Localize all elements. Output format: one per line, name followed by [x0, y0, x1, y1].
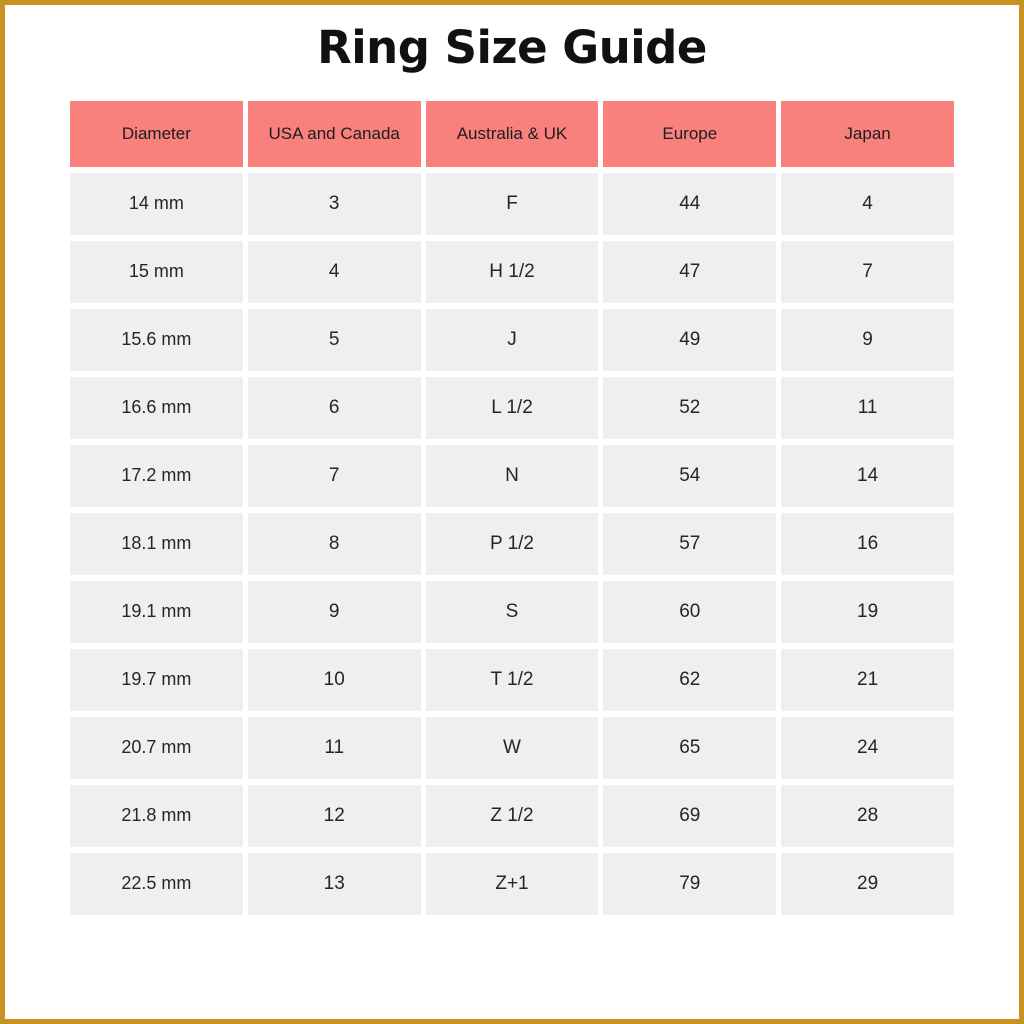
cell-usa-canada: 8 — [248, 513, 421, 575]
cell-usa-canada: 3 — [248, 173, 421, 235]
table-row — [70, 649, 954, 711]
cell-japan: 11 — [781, 377, 954, 439]
cell-diameter: 17.2 mm — [70, 445, 243, 507]
cell-japan: 21 — [781, 649, 954, 711]
cell-australia-uk: N — [426, 445, 599, 507]
header-row — [70, 101, 954, 167]
cell-japan: 14 — [781, 445, 954, 507]
table-row — [70, 853, 954, 915]
cell-diameter: 22.5 mm — [70, 853, 243, 915]
cell-diameter: 15 mm — [70, 241, 243, 303]
cell-usa-canada: 10 — [248, 649, 421, 711]
cell-diameter: 16.6 mm — [70, 377, 243, 439]
cell-australia-uk: Z 1/2 — [426, 785, 599, 847]
table-row — [70, 717, 954, 779]
cell-diameter: 21.8 mm — [70, 785, 243, 847]
cell-europe: 49 — [603, 309, 776, 371]
table-row — [70, 513, 954, 575]
table-row — [70, 173, 954, 235]
cell-australia-uk: J — [426, 309, 599, 371]
column-header-diameter: Diameter — [70, 101, 243, 167]
page-content — [5, 5, 1019, 1019]
page-title: Ring Size Guide — [317, 21, 707, 74]
cell-diameter: 19.1 mm — [70, 581, 243, 643]
cell-japan: 29 — [781, 853, 954, 915]
cell-usa-canada: 4 — [248, 241, 421, 303]
cell-japan: 16 — [781, 513, 954, 575]
cell-usa-canada: 7 — [248, 445, 421, 507]
cell-diameter: 19.7 mm — [70, 649, 243, 711]
column-header-australia-uk: Australia & UK — [426, 101, 599, 167]
cell-australia-uk: P 1/2 — [426, 513, 599, 575]
cell-japan: 28 — [781, 785, 954, 847]
cell-diameter: 15.6 mm — [70, 309, 243, 371]
cell-australia-uk: H 1/2 — [426, 241, 599, 303]
cell-usa-canada: 12 — [248, 785, 421, 847]
ring-size-table — [65, 95, 959, 921]
cell-diameter: 18.1 mm — [70, 513, 243, 575]
cell-europe: 44 — [603, 173, 776, 235]
cell-usa-canada: 6 — [248, 377, 421, 439]
column-header-usa-canada: USA and Canada — [248, 101, 421, 167]
cell-usa-canada: 11 — [248, 717, 421, 779]
cell-japan: 19 — [781, 581, 954, 643]
cell-australia-uk: Z+1 — [426, 853, 599, 915]
column-header-japan: Japan — [781, 101, 954, 167]
cell-usa-canada: 5 — [248, 309, 421, 371]
cell-australia-uk: L 1/2 — [426, 377, 599, 439]
cell-europe: 47 — [603, 241, 776, 303]
table-row — [70, 309, 954, 371]
cell-europe: 79 — [603, 853, 776, 915]
cell-europe: 54 — [603, 445, 776, 507]
cell-australia-uk: S — [426, 581, 599, 643]
cell-japan: 24 — [781, 717, 954, 779]
cell-japan: 4 — [781, 173, 954, 235]
cell-europe: 65 — [603, 717, 776, 779]
table-row — [70, 445, 954, 507]
cell-diameter: 20.7 mm — [70, 717, 243, 779]
cell-usa-canada: 9 — [248, 581, 421, 643]
cell-europe: 62 — [603, 649, 776, 711]
cell-usa-canada: 13 — [248, 853, 421, 915]
cell-japan: 7 — [781, 241, 954, 303]
table-row — [70, 785, 954, 847]
cell-australia-uk: T 1/2 — [426, 649, 599, 711]
cell-europe: 60 — [603, 581, 776, 643]
cell-europe: 57 — [603, 513, 776, 575]
table-body — [70, 173, 954, 915]
cell-australia-uk: W — [426, 717, 599, 779]
cell-japan: 9 — [781, 309, 954, 371]
column-header-europe: Europe — [603, 101, 776, 167]
table-row — [70, 581, 954, 643]
table-header — [70, 101, 954, 167]
cell-diameter: 14 mm — [70, 173, 243, 235]
cell-australia-uk: F — [426, 173, 599, 235]
cell-europe: 52 — [603, 377, 776, 439]
table-row — [70, 377, 954, 439]
table-row — [70, 241, 954, 303]
cell-europe: 69 — [603, 785, 776, 847]
